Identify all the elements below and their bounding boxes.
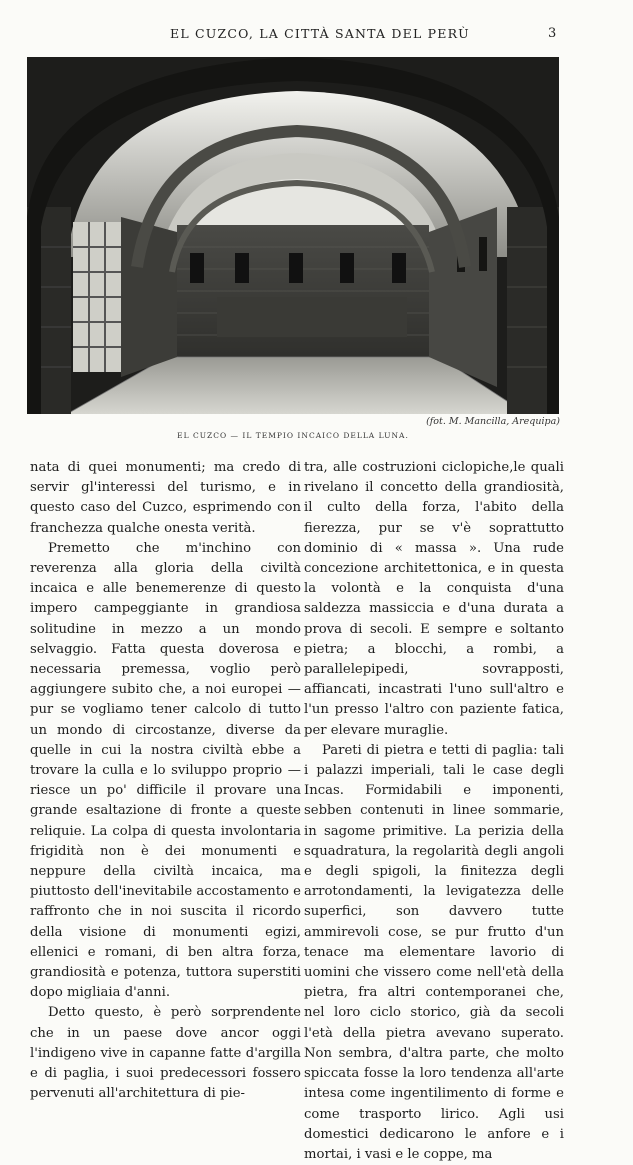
right-column <box>304 458 564 1165</box>
page-number: 3 <box>548 26 557 41</box>
right-paragraph-1: tra, alle costruzioni ciclopiche,le quali rivelano il concetto della grandiosità, il culto della forza, l'abito della fierezza, pur se v'è soprattutto dominio di « massa ». Una rude concezione architettonica, e in questa la volontà e la conquista d'una saldezza massiccia e d'una durata a prova di secoli. E sempre e soltanto pietra; a blocchi, a rombi, a parallelepipedi, sovrapposti, affiancati, incastrati l'uno sull'altro e l'un presso l'altro con paziente fatica, per elevare muraglie. <box>304 460 564 738</box>
running-header <box>0 26 633 46</box>
figure-caption: EL CUZCO — IL TEMPIO INCAICO DELLA LUNA. <box>177 431 409 440</box>
left-column <box>30 458 301 1105</box>
left-paragraph-2: Premetto che m'inchino con reverenza alla gloria della civiltà incaica e alle benemerenze di questo impero campeggiante in grandiosa solitudine in mezzo a un mondo selvaggio. Fatta questa doverosa e necessaria premessa, voglio però aggiungere subito che, a noi europei — pur se vogliamo tener calcolo di tutto un mondo di circostanze, diverse da quelle in cui la nostra civiltà ebbe a trovare la culla e lo sviluppo proprio — riesce un po' difficile il provare una grande esaltazione di fronte a queste reliquie. La colpa di questa involontaria frigidità non è dei monumenti e neppure della civiltà incaica, ma piuttosto dell'inevitabile accostamento e raffronto che in noi suscita il ricordo della visione di monumenti egizi, ellenici e romani, di ben altra forza, grandiosità e potenza, tuttora superstiti dopo migliaia d'anni. <box>30 540 301 1001</box>
temple-photo <box>27 57 559 414</box>
photo-credit: (fot. M. Mancilla, Arequipa) <box>426 416 560 427</box>
left-paragraph-1: nata di quei monumenti; ma credo di servir gl'interessi del turismo, e in questo caso del Cuzco, esprimendo con franchezza qualche onesta verità. <box>30 460 301 536</box>
running-title: EL CUZCO, LA CITTÀ SANTA DEL PERÙ <box>170 26 470 41</box>
right-paragraph-2: Pareti di pietra e tetti di paglia: tali i palazzi imperiali, tali le case degli Incas. Formidabili e imponenti, sebben contenuti in linee sommarie, in sagome primitive. La perizia della squadratura, la regolarità degli angoli e degli spigoli, la finitezza degli arrotondamenti, la levigatezza delle superfici, son davvero tutte ammirevoli cose, se pur frutto d'un tenace ma elementare lavorio di uomini che vissero come nell'età della pietra, fra altri contemporanei che, nel loro ciclo storico, già da secoli l'età della pietra avevano superato. Non sembra, d'altra parte, che molto spiccata fosse la loro tendenza all'arte intesa come ingentilimento di forme e come trasporto lirico. Agli usi domestici dedicarono le anfore e i mortai, i vasi e le coppe, ma <box>304 742 564 1162</box>
vaulted-hall-illustration <box>27 57 559 414</box>
left-paragraph-3: Detto questo, è però sorprendente che in un paese dove ancor oggi l'indigeno vive in capanne fatte d'argilla e di paglia, i suoi predecessori fossero pervenuti all'architettura di pie- <box>30 1005 301 1102</box>
